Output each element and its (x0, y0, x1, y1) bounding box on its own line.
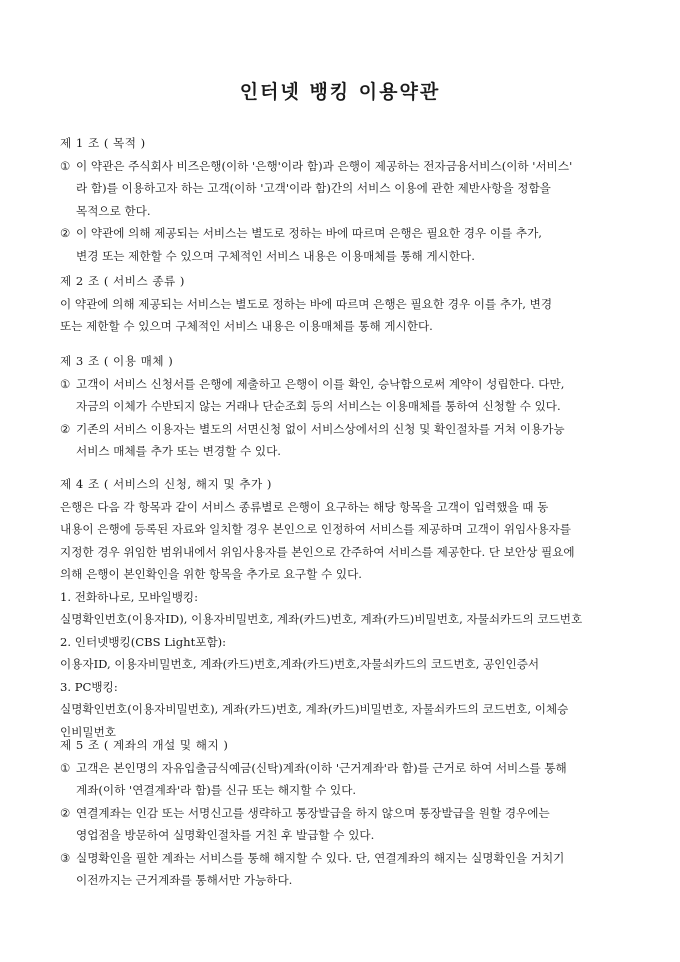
article-1: 제 1 조 ( 목적 ) ① 이 약관은 주식회사 비즈은행(이하 '은행'이라 함)과 은행이 제공하는 전자금융서비스(이하 '서비스' 라 함)를 이용하고자 하는 고객(이하 '고객'이라 함)간의 서비스 이용에 관한 제반사항을 정함을 목적으로 한다. ② 이 약관에 의해 제공되는 서비스는 별도로 정하는 바에 따르며 은행은 필요한 경우 이를 추가, 변경 또는 제한할 수 있으며 구체적인 서비스 내용은 이용매체를 통해 게시한다. (60, 132, 622, 267)
article-5-item-2: ② 연결계좌는 인감 또는 서명신고를 생략하고 통장발급을 하지 않으며 통장발급을 원할 경우에는 (60, 802, 622, 825)
item-number: ② (60, 226, 71, 240)
item-number: ① (60, 158, 71, 173)
article-5-heading: 제 5 조 ( 계좌의 개설 및 해지 ) (60, 738, 229, 752)
item-number: ① (60, 760, 71, 775)
article-4: 제 4 조 ( 서비스의 신청, 해지 및 추가 ) 은행은 다음 각 항목과 같이 서비스 종류별로 은행이 요구하는 해당 항목을 고객이 입력했을 때 동 내용이 은행에 등록된 자료와 일치할 경우 본인으로 인정하여 서비스를 제공하며 고객이 위임사용자를 지정한 경우 위임한 범위내에서 위임사용자를 본인으로 간주하여 서비스를 제공한다. 단 보안상 필요에 의해 은행이 본인확인을 위한 항목을 추가로 요구할 수 있다. 1. 전화하나로, 모바일뱅킹: 실명확인번호(이용자ID), 이용자비밀번호, 계좌(카드)번호, 계좌(카드)비밀번호, 자물쇠카드의 코드번호 2. 인터넷뱅킹(CBS Light포함): 이용자ID, 이용자비밀번호, 계좌(카드)번호,계좌(카드)번호,자물쇠카드의 코드번호, 공인인증서 3. PC뱅킹: 실명확인번호(이용자비밀번호), 계좌(카드)번호, 계좌(카드)비밀번호, 자물쇠카드의 코드번호, 이체승 인비밀번호 (60, 473, 622, 743)
item-number: ① (60, 376, 71, 391)
article-4-heading: 제 4 조 ( 서비스의 신청, 해지 및 추가 ) (60, 477, 272, 491)
article-5-item-3: ③ 실명확인을 필한 계좌는 서비스를 통해 해지할 수 있다. 단, 연결계좌의 해지는 실명확인을 거치기 (60, 847, 622, 870)
article-1-item-2: ② 이 약관에 의해 제공되는 서비스는 별도로 정하는 바에 따르며 은행은 필요한 경우 이를 추가, (60, 222, 622, 245)
article-3-item-2: ② 기존의 서비스 이용자는 별도의 서면신청 없이 서비스상에서의 신청 및 확인절차를 거쳐 이용가능 (60, 418, 622, 441)
article-3-item-1: ① 고객이 서비스 신청서를 은행에 제출하고 은행이 이를 확인, 승낙함으로써 계약이 성립한다. 다만, (60, 373, 622, 396)
article-3-heading: 제 3 조 ( 이용 매체 ) (60, 354, 174, 368)
article-2-heading: 제 2 조 ( 서비스 종류 ) (60, 274, 185, 288)
subsection-2-heading: 2. 인터넷뱅킹(CBS Light포함): (60, 634, 227, 649)
article-5: 제 5 조 ( 계좌의 개설 및 해지 ) ① 고객은 본인명의 자유입출금식예금(신탁)계좌(이하 '근거계좌'라 함)를 근거로 하여 서비스를 통해 계좌(이하 '연결계좌'라 함)를 신규 또는 해지할 수 있다. ② 연결계좌는 인감 또는 서명신고를 생략하고 통장발급을 하지 않으며 통장발급을 원할 경우에는 영업점을 방문하여 실명확인절차를 거친 후 발급할 수 있다. ③ 실명확인을 필한 계좌는 서비스를 통해 해지할 수 있다. 단, 연결계좌의 해지는 실명확인을 거치기 이전까지는 근거계좌를 통해서만 가능하다. (60, 734, 622, 892)
subsection-1-heading: 1. 전화하나로, 모바일뱅킹: (60, 589, 199, 604)
article-3: 제 3 조 ( 이용 매체 ) ① 고객이 서비스 신청서를 은행에 제출하고 은행이 이를 확인, 승낙함으로써 계약이 성립한다. 다만, 자금의 이체가 수반되지 않는 거래나 단순조회 등의 서비스는 이용매체를 통하여 신청할 수 있다. ② 기존의 서비스 이용자는 별도의 서면신청 없이 서비스상에서의 신청 및 확인절차를 거쳐 이용가능 서비스 매체를 추가 또는 변경할 수 있다. (60, 350, 622, 463)
article-2: 제 2 조 ( 서비스 종류 ) 이 약관에 의해 제공되는 서비스는 별도로 정하는 바에 따르며 은행은 필요한 경우 이를 추가, 변경 또는 제한할 수 있으며 구체적인 서비스 내용은 이용매체를 통해 게시한다. (60, 270, 622, 338)
item-number: ② (60, 805, 71, 820)
item-number: ② (60, 421, 71, 436)
article-1-heading: 제 1 조 ( 목적 ) (60, 136, 146, 150)
page-title: 인터넷 뱅킹 이용약관 (239, 81, 441, 103)
item-number: ③ (60, 850, 71, 865)
article-1-item-1: ① 이 약관은 주식회사 비즈은행(이하 '은행'이라 함)과 은행이 제공하는 전자금융서비스(이하 '서비스' (60, 155, 622, 178)
article-5-item-1: ① 고객은 본인명의 자유입출금식예금(신탁)계좌(이하 '근거계좌'라 함)를 근거로 하여 서비스를 통해 (60, 757, 622, 780)
subsection-3-heading: 3. PC뱅킹: (60, 679, 118, 694)
